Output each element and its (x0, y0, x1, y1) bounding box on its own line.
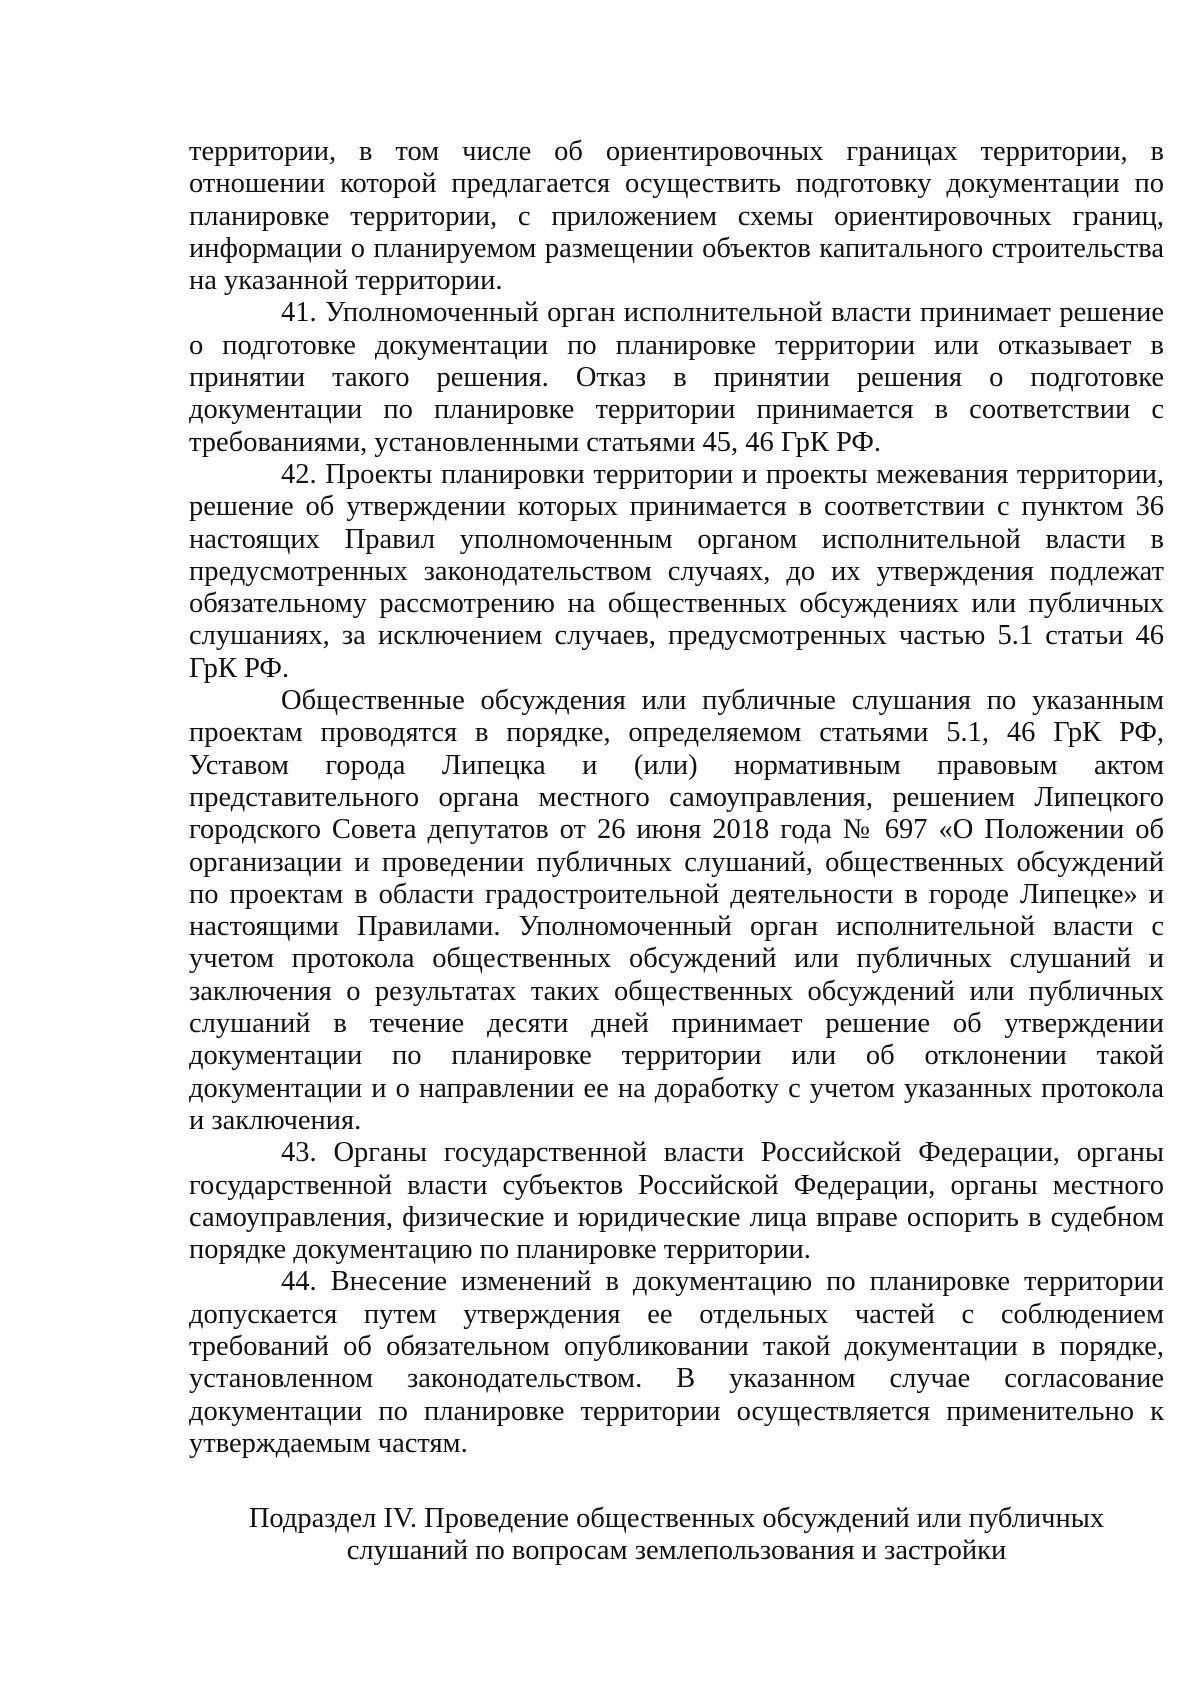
paragraph-continuation: территории, в том числе об ориентировочных границах территории, в отношении которой предлагается осуществить подготовку документации по планировке территории, с приложением схемы ориентировочных границ, информации о планируемом размещении объектов капитального строительства на указанной территории. (189, 136, 1164, 297)
subsection-heading-line-2: слушаний по вопросам землепользования и застройки (346, 1535, 1007, 1567)
subsection-heading-line-1: Подраздел IV. Проведение общественных обсуждений или публичных (248, 1503, 1105, 1534)
paragraph-public-hearings: Общественные обсуждения или публичные слушания по указанным проектам проводятся в порядке, определяемом статьями 5.1, 46 ГрК РФ, Уставом города Липецка и (или) нормативным правовым актом представительного органа местного самоуправления, решением Липецкого городского Совета депутатов от 26 июня 2018 года № 697 «О Положении об организации и проведении публичных слушаний, общественных обсуждений по проектам в области градостроительной деятельности в городе Липецке» и настоящими Правилами. Уполномоченный орган исполнительной власти с учетом протокола общественных обсуждений или публичных слушаний и заключения о результатах таких общественных обсуждений или публичных слушаний в течение десяти дней принимает решение об утверждении документации по планировке территории или об отклонении такой документации и о направлении ее на доработку с учетом указанных протокола и заключения. (189, 685, 1164, 1136)
paragraph-42: 42. Проекты планировки территории и проекты межевания территории, решение об утверждении которых принимается в соответствии с пунктом 36 настоящих Правил уполномоченным органом исполнительной власти в предусмотренных законодательством случаях, до их утверждения подлежат обязательному рассмотрению на общественных обсуждениях или публичных слушаниях, за исключением случаев, предусмотренных частью 5.1 статьи 46 ГрК РФ. (189, 458, 1164, 684)
subsection-heading (189, 1503, 1164, 1568)
paragraph-43: 43. Органы государственной власти Российской Федерации, органы государственной власти субъектов Российской Федерации, органы местного самоуправления, физические и юридические лица вправе оспорить в судебном порядке документацию по планировке территории. (189, 1137, 1164, 1266)
paragraph-44: 44. Внесение изменений в документацию по планировке территории допускается путем утверждения ее отдельных частей с соблюдением требований об обязательном опубликовании такой документации в порядке, установленном законодательством. В указанном случае согласование документации по планировке территории осуществляется применительно к утверждаемым частям. (189, 1266, 1164, 1459)
paragraph-41: 41. Уполномоченный орган исполнительной власти принимает решение о подготовке документации по планировке территории или отказывает в принятии такого решения. Отказ в принятии решения о подготовке документации по планировке территории принимается в соответствии с требованиями, установленными статьями 45, 46 ГрК РФ. (189, 297, 1164, 458)
document-body (189, 136, 1164, 1460)
